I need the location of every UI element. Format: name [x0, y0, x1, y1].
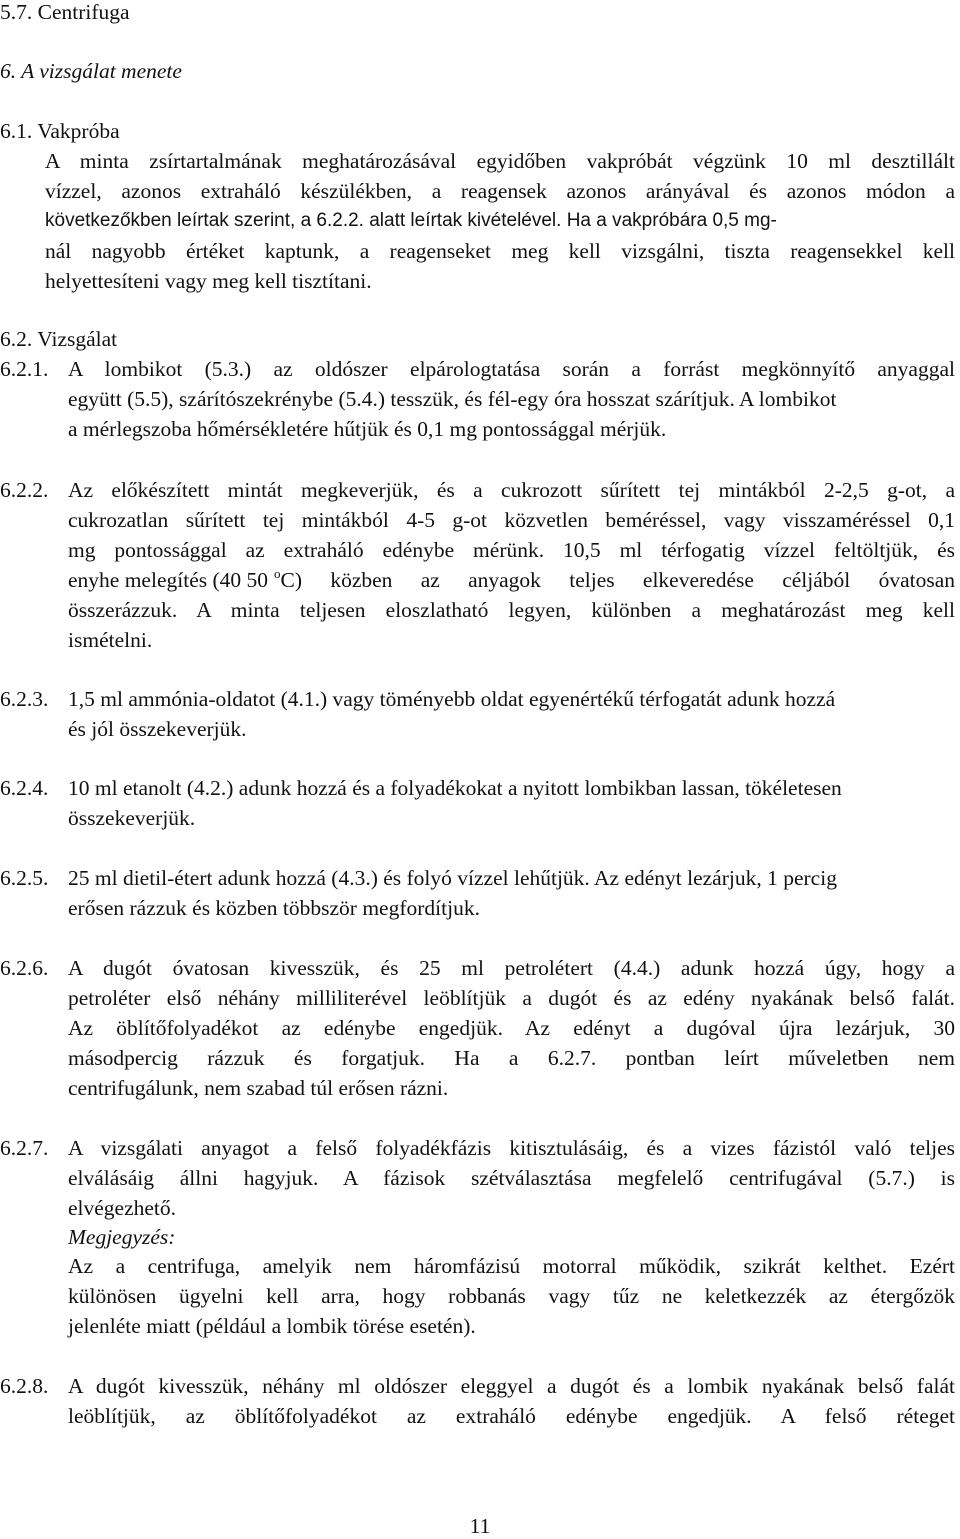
s627-line: elvégezhető. — [68, 1196, 177, 1220]
section-number: 6.2.2. — [0, 478, 49, 502]
section-number: 6.2.6. — [0, 956, 49, 980]
s622-line: összerázzuk. A minta teljesen eloszlatható legyen, különben a meghatározást meg kell — [68, 598, 955, 622]
s626-line: A dugót óvatosan kivesszük, és 25 ml petrolétert (4.4.) adunk hozzá úgy, hogy a — [68, 956, 955, 980]
s624-line: 10 ml etanolt (4.2.) adunk hozzá és a folyadékokat a nyitott lombikban lassan, tökéletesen — [68, 776, 842, 800]
section-number: 6.2.7. — [0, 1136, 49, 1160]
section-number: 6.2.3. — [0, 687, 49, 711]
s621-line: A lombikot (5.3.) az oldószer elpárologtatása során a forrást megkönnyítő anyaggal — [68, 357, 955, 381]
temperature-rest: C) közben az anyagok teljes elkeveredése céljából óvatosan — [280, 568, 955, 592]
s626-line: Az öblítőfolyadékot az edénybe engedjük. Az edényt a dugóval újra lezárjuk, 30 — [68, 1016, 955, 1040]
s628-line: A dugót kivesszük, néhány ml oldószer eleggyel a dugót és a lombik nyakának belső falát — [68, 1374, 955, 1398]
s622-line: mg pontossággal az extraháló edénybe mérünk. 10,5 ml térfogatig vízzel feltöltjük, és — [68, 538, 955, 562]
section-number: 6.2.5. — [0, 866, 49, 890]
s623-line: és jól összekeverjük. — [68, 717, 247, 741]
s621-line: együtt (5.5), szárítószekrénybe (5.4.) tesszük, és fél-egy óra hosszat szárítjuk. A lombikot — [68, 387, 837, 411]
s625-line: erősen rázzuk és közben többször megfordítjuk. — [68, 896, 480, 920]
temperature-unit-text — [268, 565, 955, 595]
p61-line: vízzel, azonos extraháló készülékben, a reagensek azonos arányával és azonos módon a — [45, 179, 955, 203]
note-label: Megjegyzés: — [68, 1225, 176, 1249]
s626-line: petroléter első néhány milliliterével leöblítjük a dugót és az edény nyakának belső falát. — [68, 986, 955, 1010]
s626-line: centrifugálunk, nem szabad túl erősen rázni. — [68, 1076, 449, 1100]
section-number: 6.2.1. — [0, 357, 49, 381]
s623-line: 1,5 ml ammónia-oldatot (4.1.) vagy töményebb oldat egyenértékű térfogatát adunk hozzá — [68, 687, 836, 711]
degree-sup: o — [274, 566, 281, 581]
p61-line: A minta zsírtartalmának meghatározásával egyidőben vakpróbát végzünk 10 ml desztillált — [45, 149, 955, 173]
section-number: 6.2.8. — [0, 1374, 49, 1398]
s627-line: elválásáig állni hagyjuk. A fázisok szétválasztása megfelelő centrifugával (5.7.) is — [68, 1166, 955, 1190]
temperature-range-text: enyhe melegítés (40 50 — [68, 568, 269, 592]
s622-line: Az előkészített mintát megkeverjük, és a cukrozott sűrített tej mintákból 2-2,5 g-ot, a — [68, 478, 955, 502]
heading-6-2: 6.2. Vizsgálat — [0, 327, 118, 351]
heading-5-7: 5.7. Centrifuga — [0, 0, 130, 24]
s627-line: A vizsgálati anyagot a felső folyadékfázis kitisztulásáig, és a vizes fázistól való teljes — [68, 1136, 955, 1160]
note-line: különösen ügyelni kell arra, hogy robbanás vagy tűz ne keletkezzék az étergőzök — [68, 1284, 955, 1308]
heading-6-1: 6.1. Vakpróba — [0, 119, 120, 143]
s622-line: cukrozatlan sűrített tej mintákból 4-5 g-ot közvetlen beméréssel, vagy visszaméréssel 0,1 — [68, 508, 955, 532]
note-line: jelenléte miatt (például a lombik törése esetén). — [68, 1314, 476, 1338]
s622-line-temperature — [68, 565, 955, 595]
p61-line: nál nagyobb értéket kaptunk, a reagenseket meg kell vizsgálni, tiszta reagensekkel kell — [45, 239, 955, 263]
s624-line: összekeverjük. — [68, 806, 196, 830]
note-line: Az a centrifuga, amelyik nem háromfázisú motorral működik, szikrát kelthet. Ezért — [68, 1254, 955, 1278]
p61-line-sans: következőkben leírtak szerint, a 6.2.2. alatt leírtak kivételével. Ha a vakpróbára 0,5 mg- — [45, 210, 777, 231]
s621-line: a mérlegszoba hőmérsékletére hűtjük és 0,1 mg pontossággal mérjük. — [68, 417, 667, 441]
s628-line: leöblítjük, az öblítőfolyadékot az extraháló edénybe engedjük. A felső réteget — [68, 1404, 955, 1428]
page-number: 11 — [469, 1514, 491, 1538]
s625-line: 25 ml dietil-étert adunk hozzá (4.3.) és folyó vízzel lehűtjük. Az edényt lezárjuk, 1 percig — [68, 866, 837, 890]
p61-line: helyettesíteni vagy meg kell tisztítani. — [45, 269, 372, 293]
section-number: 6.2.4. — [0, 776, 49, 800]
s622-line: ismételni. — [68, 628, 153, 652]
heading-6: 6. A vizsgálat menete — [0, 59, 182, 83]
s626-line: másodpercig rázzuk és forgatjuk. Ha a 6.2.7. pontban leírt műveletben nem — [68, 1046, 955, 1070]
